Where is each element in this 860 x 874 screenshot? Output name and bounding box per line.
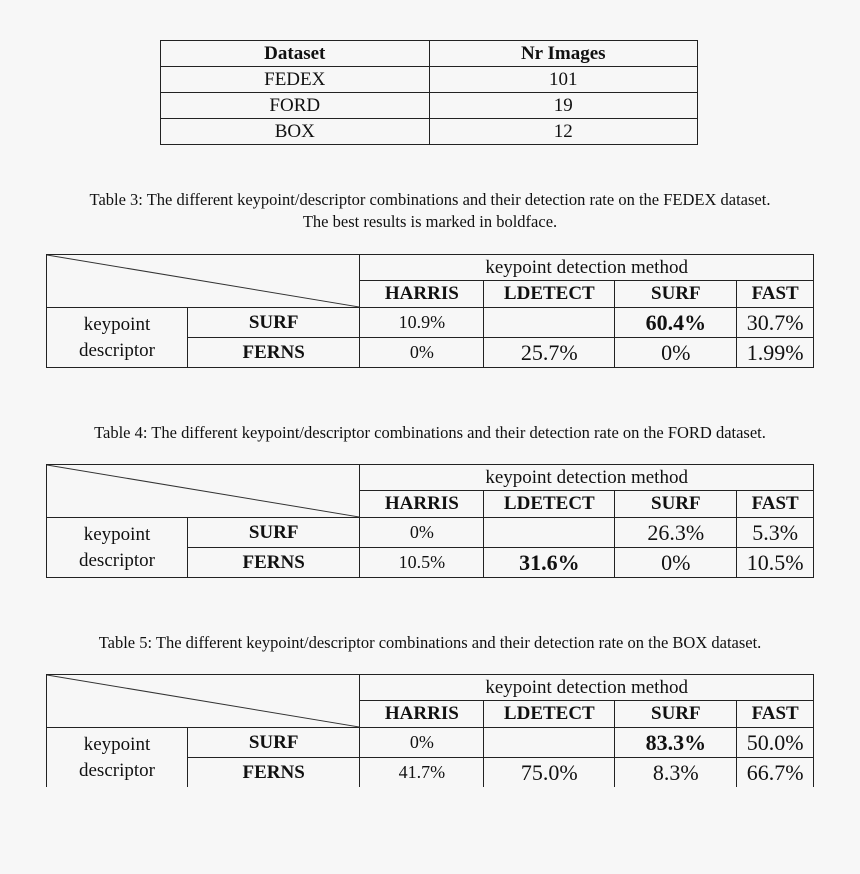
group-label <box>47 518 188 578</box>
cell: 10.5% <box>737 548 814 578</box>
diagonal-line <box>47 675 359 727</box>
dataset-header: Dataset <box>161 41 430 67</box>
cell: 25.7% <box>484 338 615 368</box>
table3-caption <box>0 189 860 233</box>
table3-caption-line2: The best results is marked in boldface. <box>302 212 558 231</box>
diagonal-header-cell <box>47 675 360 728</box>
cell: 0% <box>615 548 737 578</box>
cell: 30.7% <box>737 308 814 338</box>
col-harris: HARRIS <box>360 281 484 308</box>
results-table-fedex <box>46 254 814 368</box>
table-row <box>161 119 698 145</box>
col-ldetect: LDETECT <box>484 281 615 308</box>
dataset-count: 19 <box>429 93 698 119</box>
col-harris: HARRIS <box>360 491 484 518</box>
table5-caption: Table 5: The different keypoint/descriptor combinations and their detection rate on the BOX dataset. <box>98 633 762 652</box>
diagonal-line <box>47 465 359 517</box>
method-header: keypoint detection method <box>360 255 814 281</box>
dataset-table-header <box>161 41 698 67</box>
group-label-line2: descriptor <box>79 759 155 781</box>
group-label-line1: keypoint <box>83 733 151 755</box>
col-harris: HARRIS <box>360 701 484 728</box>
cell: 8.3% <box>615 758 737 788</box>
cell: 10.9% <box>360 308 484 338</box>
row-ferns: FERNS <box>188 548 360 578</box>
cell-best: 60.4% <box>615 308 737 338</box>
col-ldetect: LDETECT <box>484 491 615 518</box>
col-fast: FAST <box>737 701 814 728</box>
cell: 0% <box>360 518 484 548</box>
dataset-count: 101 <box>429 67 698 93</box>
group-label <box>47 308 188 368</box>
nr-images-header: Nr Images <box>429 41 698 67</box>
row-surf: SURF <box>188 518 360 548</box>
cell <box>484 518 615 548</box>
cell: 41.7% <box>360 758 484 788</box>
diagonal-line <box>47 255 359 307</box>
dataset-table <box>160 40 698 145</box>
col-surf: SURF <box>615 701 737 728</box>
cell: 26.3% <box>615 518 737 548</box>
diagonal-header-cell <box>47 255 360 308</box>
dataset-name: FORD <box>161 93 430 119</box>
row-ferns: FERNS <box>188 758 360 788</box>
table4-caption: Table 4: The different keypoint/descriptor combinations and their detection rate on the FORD dataset. <box>94 423 766 442</box>
cell: 0% <box>360 728 484 758</box>
cell-best: 83.3% <box>615 728 737 758</box>
table3-caption-line1: Table 3: The different keypoint/descriptor combinations and their detection rate on the FEDEX dataset. <box>89 190 771 209</box>
method-header: keypoint detection method <box>360 675 814 701</box>
col-ldetect: LDETECT <box>484 701 615 728</box>
table-row <box>161 67 698 93</box>
group-label-line2: descriptor <box>79 549 155 571</box>
cell: 10.5% <box>360 548 484 578</box>
cell: 1.99% <box>737 338 814 368</box>
method-header: keypoint detection method <box>360 465 814 491</box>
row-ferns: FERNS <box>188 338 360 368</box>
col-surf: SURF <box>615 281 737 308</box>
results-table-box <box>46 674 814 788</box>
dataset-name: FEDEX <box>161 67 430 93</box>
dataset-count: 12 <box>429 119 698 145</box>
dataset-name: BOX <box>161 119 430 145</box>
group-label-line1: keypoint <box>83 313 151 335</box>
group-label-line1: keypoint <box>83 523 151 545</box>
cell <box>484 728 615 758</box>
diagonal-header-cell <box>47 465 360 518</box>
col-fast: FAST <box>737 281 814 308</box>
table-row <box>161 93 698 119</box>
row-surf: SURF <box>188 308 360 338</box>
cell: 66.7% <box>737 758 814 788</box>
group-label-line2: descriptor <box>79 339 155 361</box>
cell <box>484 308 615 338</box>
crop-edge <box>0 787 860 874</box>
cell: 0% <box>360 338 484 368</box>
group-label <box>47 728 188 788</box>
col-surf: SURF <box>615 491 737 518</box>
cell: 5.3% <box>737 518 814 548</box>
cell: 0% <box>615 338 737 368</box>
cell: 75.0% <box>484 758 615 788</box>
col-fast: FAST <box>737 491 814 518</box>
row-surf: SURF <box>188 728 360 758</box>
cell-best: 31.6% <box>484 548 615 578</box>
results-table-ford <box>46 464 814 578</box>
cell: 50.0% <box>737 728 814 758</box>
